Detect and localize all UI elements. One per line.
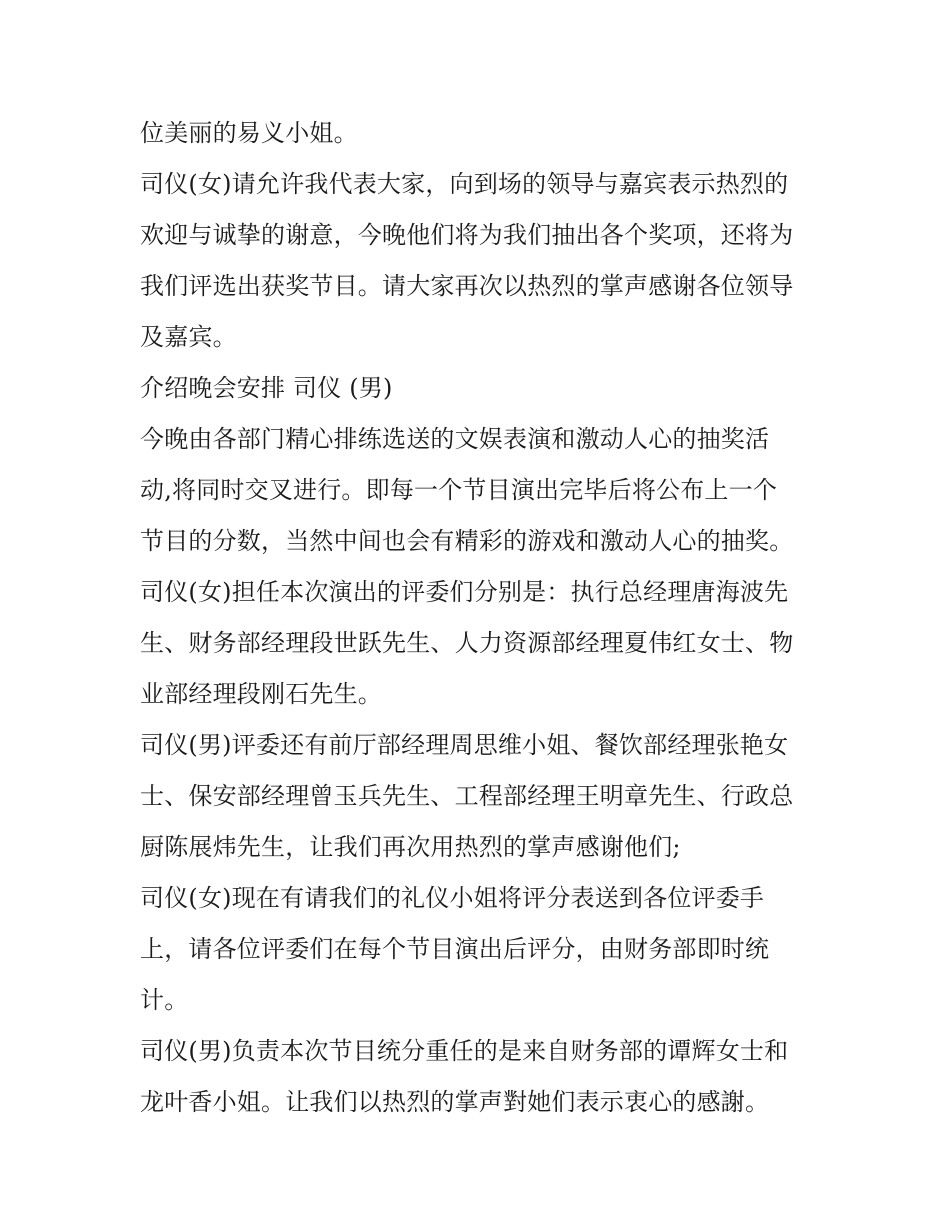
text-line: 司仪(女)请允许我代表大家，向到场的领导与嘉宾表示热烈的 (140, 170, 789, 198)
text-line: 计。 (140, 986, 189, 1014)
text-line: 龙叶香小姐。让我们以热烈的掌声對她们表示衷心的感謝。 (140, 1088, 770, 1116)
text-line: 生、财务部经理段世跃先生、人力资源部经理夏伟红女士、物 (140, 629, 794, 657)
text-line: 我们评选出获奖节目。请大家再次以热烈的掌声感谢各位领导 (140, 272, 794, 300)
text-line: 厨陈展炜先生，让我们再次用热烈的掌声感谢他们; (140, 833, 681, 861)
text-line: 欢迎与诚挚的谢意，今晚他们将为我们抽出各个奖项，还将为 (140, 221, 794, 249)
text-line: 司仪(女)现在有请我们的礼仪小姐将评分表送到各位评委手 (140, 884, 765, 912)
text-line: 位美丽的易义小姐。 (140, 119, 358, 147)
text-line: 节目的分数，当然中间也会有精彩的游戏和激动人心的抽奖。 (140, 527, 794, 555)
text-line: 司仪(男)负责本次节目统分重任的是来自财务部的谭辉女士和 (140, 1037, 789, 1065)
text-line: 今晚由各部门精心排练选送的文娱表演和激动人心的抽奖活 (140, 425, 770, 453)
text-line: 司仪(男)评委还有前厅部经理周思维小姐、餐饮部经理张艳女 (140, 731, 789, 759)
document-body (140, 108, 820, 1128)
text-line: 动,将同时交叉进行。即每一个节目演出完毕后将公布上一个 (140, 476, 778, 504)
text-line: 及嘉宾。 (140, 323, 237, 351)
section-heading: 介绍晚会安排 司仪 (男) (140, 374, 393, 402)
text-line: 业部经理段刚石先生。 (140, 680, 382, 708)
text-line: 士、保安部经理曾玉兵先生、工程部经理王明章先生、行政总 (140, 782, 794, 810)
text-line: 司仪(女)担任本次演出的评委们分别是：执行总经理唐海波先 (140, 578, 789, 606)
text-line: 上，请各位评委们在每个节目演出后评分，由财务部即时统 (140, 935, 770, 963)
